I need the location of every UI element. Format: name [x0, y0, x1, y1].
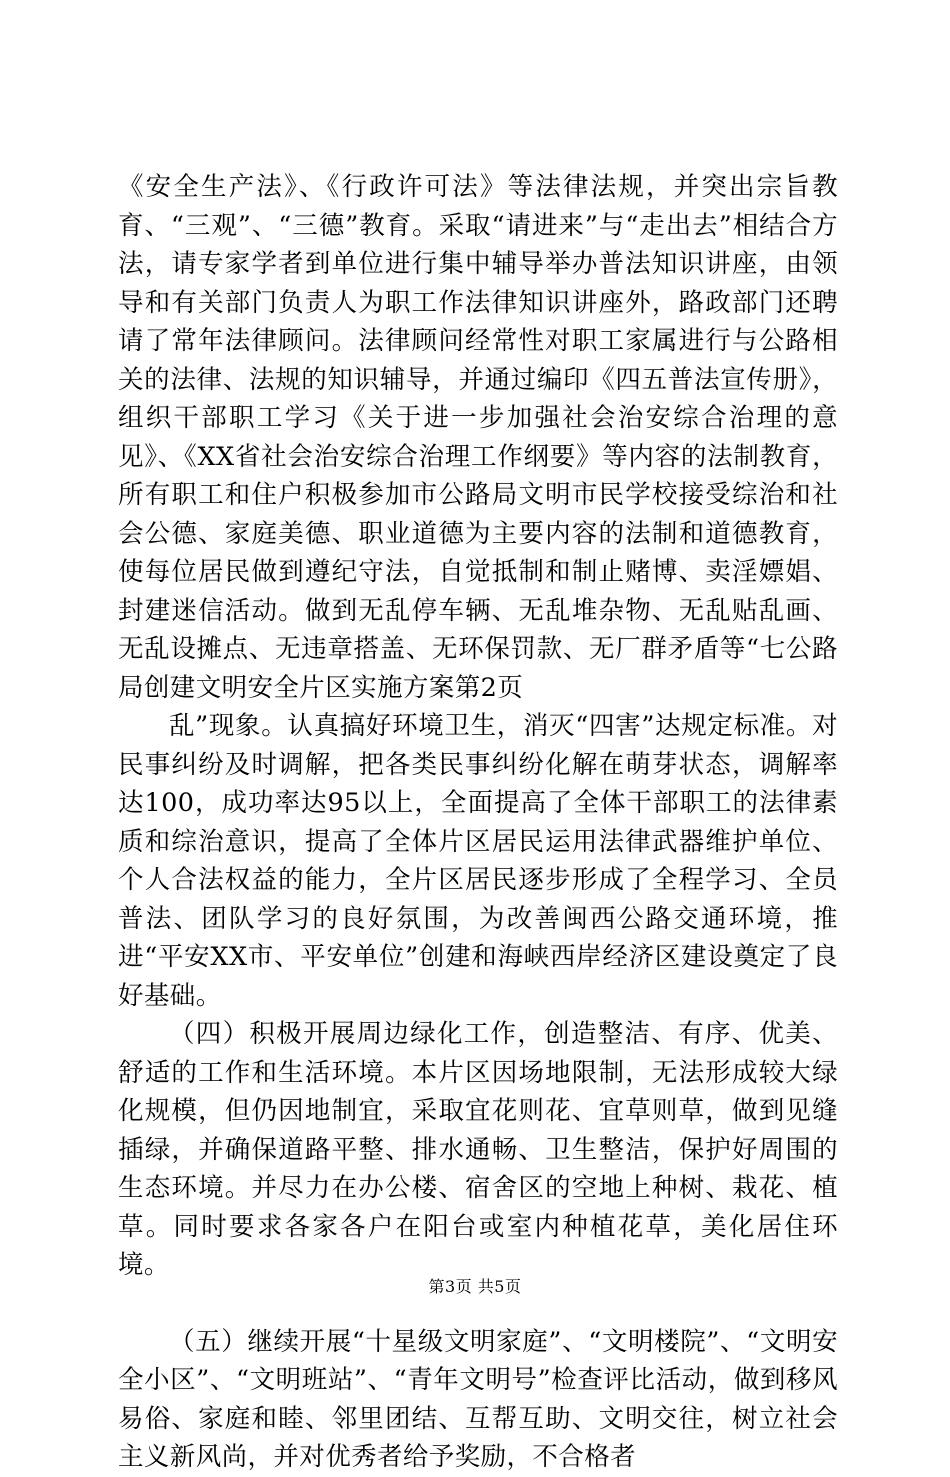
paragraph-civilization-campaign: （五）继续开展“十星级文明家庭”、“文明楼院”、“文明安全小区”、“文明班站”、“青年文明号”检查评比活动，做到移风易俗、家庭和睦、邻里团结、互帮互助、文明交往，树立社会主义新风尚，并对优秀者给予奖励，不合格者: [118, 1326, 838, 1472]
paragraph-law-education: 《安全生产法》、《行政许可法》等法律法规，并突出宗旨教育、“三观”、“三德”教育。采取“请进来”与“走出去”相结合方法，请专家学者到单位进行集中辅导举办普法知识讲座，由领导和有关部门负责人为职工作法律知识讲座外，路政部门还聘请了常年法律顾问。法律顾问经常性对职工家属进行与公路相关的法律、法规的知识辅导，并通过编印《四五普法宣传册》，组织干部职工学习《关于进一步加强社会治安综合治理的意见》、《XX省社会治安综合治理工作纲要》等内容的法制教育，所有职工和住户积极参加市公路局文明市民学校接受综治和社会公德、家庭美德、职业道德为主要内容的法制和道德教育，使每位居民做到遵纪守法，自觉抵制和制止赌博、卖淫嫖娼、封建迷信活动。做到无乱停车辆、无乱堆杂物、无乱贴乱画、无乱设摊点、无违章搭盖、无环保罚款、无厂群矛盾等“七公路局创建文明安全片区实施方案第2页: [118, 172, 838, 703]
paragraph-greening: （四）积极开展周边绿化工作，创造整洁、有序、优美、舒适的工作和生活环境。本片区因场地限制，无法形成较大绿化规模，但仍因地制宜，采取宜花则花、宜草则草，做到见缝插绿，并确保道路平整、排水通畅、卫生整洁，保护好周围的生态环境。并尽力在办公楼、宿舍区的空地上种树、栽花、植草。同时要求各家各户在阳台或室内种植花草，美化居住环境。: [118, 1019, 838, 1280]
page-number-footer: 第3页 共5页: [428, 1277, 522, 1296]
paragraph-mediation: 乱”现象。认真搞好环境卫生，消灭“四害”达规定标准。对民事纠纷及时调解，把各类民事纠纷化解在萌芽状态，调解率达100，成功率达95以上，全面提高了全体干部职工的法律素质和综治意识，提高了全体片区居民运用法律武器维护单位、个人合法权益的能力，全片区居民逐步形成了全程学习、全员普法、团队学习的良好氛围，为改善闽西公路交通环境，推进“平安XX市、平安单位”创建和海峡西岸经济区建设奠定了良好基础。: [118, 711, 838, 1011]
